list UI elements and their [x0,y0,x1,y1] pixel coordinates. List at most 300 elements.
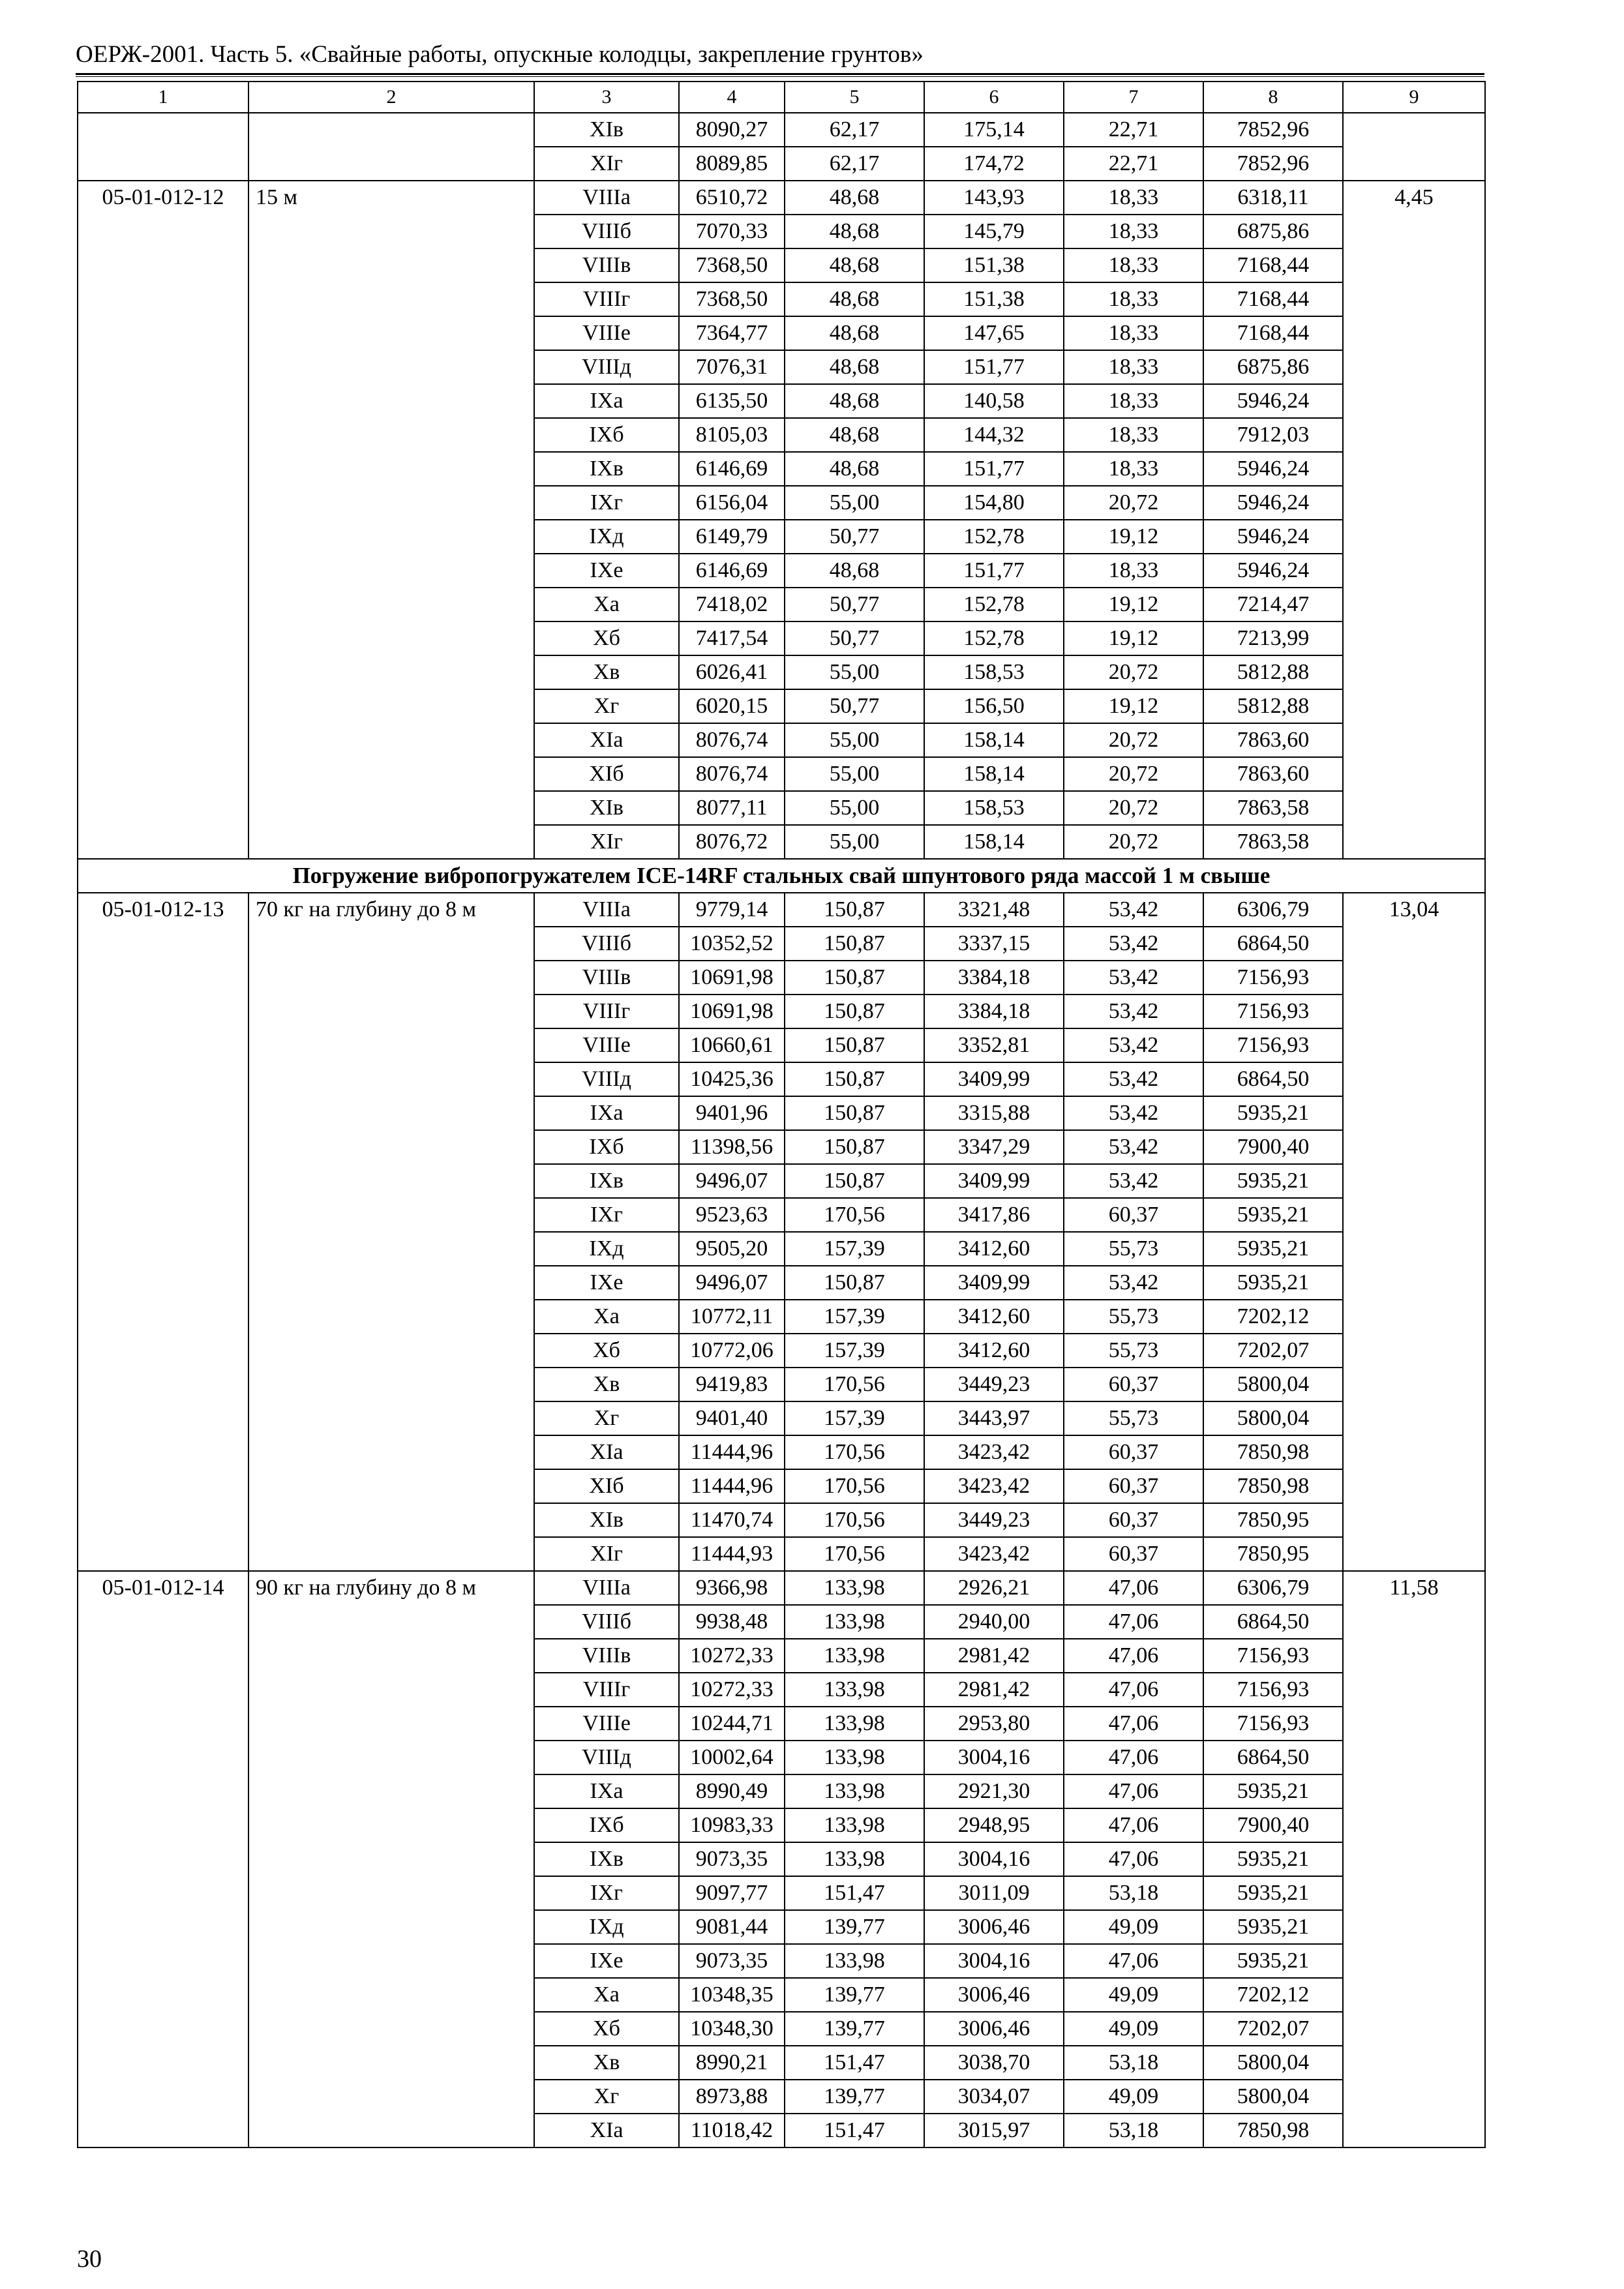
value-cell: 3443,97 [924,1401,1064,1435]
value-cell: 3347,29 [924,1130,1064,1164]
value-cell: 50,77 [785,588,924,621]
value-cell: 2940,00 [924,1605,1064,1639]
zone-cell: IXг [534,1198,679,1232]
value-cell: 170,56 [785,1368,924,1401]
column-number: 5 [785,82,924,113]
value-cell: 175,14 [924,113,1064,147]
value-cell: 158,14 [924,825,1064,859]
value-cell: 19,12 [1064,588,1203,621]
value-cell: 5800,04 [1203,2046,1343,2080]
value-cell: 18,33 [1064,452,1203,486]
value-cell: 3412,60 [924,1334,1064,1368]
value-cell: 47,06 [1064,1944,1203,1978]
value-cell: 7852,96 [1203,113,1343,147]
value-cell: 20,72 [1064,825,1203,859]
value-cell: 143,93 [924,181,1064,215]
value-cell: 158,14 [924,757,1064,791]
header-rule [76,76,1484,77]
value-cell: 22,71 [1064,113,1203,147]
value-cell: 152,78 [924,588,1064,621]
zone-cell: Xг [534,1401,679,1435]
value-cell: 6020,15 [679,689,785,723]
value-cell: 47,06 [1064,1639,1203,1673]
value-cell: 158,53 [924,655,1064,689]
value-cell: 7850,98 [1203,1435,1343,1469]
value-cell: 10272,33 [679,1673,785,1707]
value-cell: 18,33 [1064,282,1203,316]
section-row [78,859,1485,893]
value-cell: 152,78 [924,520,1064,554]
value-cell: 133,98 [785,1808,924,1842]
value-cell: 7214,47 [1203,588,1343,621]
value-cell: 170,56 [785,1435,924,1469]
value-cell: 7863,58 [1203,825,1343,859]
value-cell: 20,72 [1064,757,1203,791]
value-cell: 48,68 [785,316,924,350]
value-cell: 150,87 [785,1028,924,1062]
value-cell: 53,18 [1064,2046,1203,2080]
value-cell: 151,38 [924,248,1064,282]
value-cell: 7863,60 [1203,723,1343,757]
value-cell: 49,09 [1064,2012,1203,2046]
value-cell: 18,33 [1064,418,1203,452]
value-cell: 144,32 [924,418,1064,452]
zone-cell: IXе [534,554,679,588]
value-cell: 53,42 [1064,893,1203,927]
value-cell: 10983,33 [679,1808,785,1842]
value-cell: 7850,98 [1203,1469,1343,1503]
rate-code: 05-01-012-12 [78,181,248,859]
value-cell: 20,72 [1064,723,1203,757]
zone-cell: VIIIа [534,181,679,215]
value-cell: 7368,50 [679,248,785,282]
value-cell: 10002,64 [679,1741,785,1774]
value-cell: 62,17 [785,113,924,147]
value-cell: 158,14 [924,723,1064,757]
zone-cell: VIIIд [534,1062,679,1096]
value-cell: 9496,07 [679,1164,785,1198]
value-cell: 150,87 [785,995,924,1028]
value-cell: 151,47 [785,2046,924,2080]
value-cell: 53,18 [1064,2114,1203,2147]
value-cell: 8973,88 [679,2080,785,2114]
value-cell: 150,87 [785,1130,924,1164]
value-cell: 10348,30 [679,2012,785,2046]
table-row [78,893,1485,927]
value-cell: 2981,42 [924,1639,1064,1673]
value-cell: 150,87 [785,893,924,927]
value-cell: 60,37 [1064,1198,1203,1232]
value-cell: 7168,44 [1203,316,1343,350]
zone-cell: XIв [534,1503,679,1537]
column-number: 4 [679,82,785,113]
value-cell: 5935,21 [1203,1774,1343,1808]
value-cell: 9419,83 [679,1368,785,1401]
zone-cell: XIа [534,2114,679,2147]
value-cell: 5935,21 [1203,1944,1343,1978]
value-cell: 7850,95 [1203,1503,1343,1537]
value-cell: 47,06 [1064,1571,1203,1605]
rate-code: 05-01-012-13 [78,893,248,1571]
value-cell: 5935,21 [1203,1876,1343,1910]
rate-code [78,113,248,181]
value-cell: 53,18 [1064,1876,1203,1910]
column-number: 7 [1064,82,1203,113]
value-cell: 7156,93 [1203,1673,1343,1707]
zone-cell: XIа [534,1435,679,1469]
value-cell: 55,73 [1064,1232,1203,1266]
value-cell: 60,37 [1064,1537,1203,1571]
value-cell: 9081,44 [679,1910,785,1944]
value-cell: 10352,52 [679,927,785,961]
zone-cell: IXг [534,1876,679,1910]
rate-description: 15 м [248,181,534,859]
value-cell: 5800,04 [1203,2080,1343,2114]
value-cell: 9366,98 [679,1571,785,1605]
value-cell: 55,00 [785,825,924,859]
value-cell: 3409,99 [924,1062,1064,1096]
value-cell: 19,12 [1064,520,1203,554]
table-body [78,82,1485,2147]
value-cell: 19,12 [1064,621,1203,655]
value-cell: 3006,46 [924,2012,1064,2046]
value-cell: 20,72 [1064,791,1203,825]
value-cell: 47,06 [1064,1707,1203,1741]
value-cell: 133,98 [785,1639,924,1673]
value-cell: 7418,02 [679,588,785,621]
zone-cell: IXв [534,1164,679,1198]
zone-cell: IXв [534,1842,679,1876]
value-cell: 151,38 [924,282,1064,316]
value-cell: 3449,23 [924,1503,1064,1537]
value-cell: 22,71 [1064,147,1203,181]
value-cell: 20,72 [1064,655,1203,689]
zone-cell: IXг [534,486,679,520]
value-cell: 158,53 [924,791,1064,825]
zone-cell: VIIIе [534,1707,679,1741]
value-cell: 9505,20 [679,1232,785,1266]
value-cell: 8990,49 [679,1774,785,1808]
value-cell: 3412,60 [924,1232,1064,1266]
zone-cell: XIа [534,723,679,757]
zone-cell: IXб [534,418,679,452]
table-row [78,181,1485,215]
value-cell: 60,37 [1064,1368,1203,1401]
value-cell: 3409,99 [924,1164,1064,1198]
zone-cell: VIIIб [534,1605,679,1639]
zone-cell: IXе [534,1266,679,1300]
value-cell: 133,98 [785,1774,924,1808]
value-cell: 11398,56 [679,1130,785,1164]
zone-cell: XIг [534,1537,679,1571]
zone-cell: IXа [534,1096,679,1130]
value-cell: 18,33 [1064,248,1203,282]
value-cell: 9938,48 [679,1605,785,1639]
value-cell: 7202,12 [1203,1300,1343,1334]
value-cell: 11444,96 [679,1469,785,1503]
value-cell: 7156,93 [1203,995,1343,1028]
value-cell: 55,00 [785,791,924,825]
value-cell: 53,42 [1064,961,1203,995]
value-cell: 133,98 [785,1842,924,1876]
value-cell: 53,42 [1064,995,1203,1028]
value-cell: 6156,04 [679,486,785,520]
value-cell: 7368,50 [679,282,785,316]
value-cell: 55,73 [1064,1334,1203,1368]
value-cell: 151,77 [924,452,1064,486]
value-cell: 11470,74 [679,1503,785,1537]
value-cell: 7070,33 [679,215,785,248]
value-cell: 7156,93 [1203,1639,1343,1673]
value-cell: 2953,80 [924,1707,1064,1741]
value-cell: 5946,24 [1203,452,1343,486]
zone-cell: VIIIб [534,215,679,248]
value-cell: 5946,24 [1203,486,1343,520]
zone-cell: IXд [534,1910,679,1944]
value-cell: 2981,42 [924,1673,1064,1707]
value-cell: 3315,88 [924,1096,1064,1130]
value-cell: 48,68 [785,181,924,215]
value-cell: 48,68 [785,215,924,248]
zone-cell: XIб [534,757,679,791]
value-cell: 139,77 [785,1978,924,2012]
value-cell: 156,50 [924,689,1064,723]
value-cell: 6149,79 [679,520,785,554]
value-cell: 5935,21 [1203,1842,1343,1876]
value-cell: 7417,54 [679,621,785,655]
value-cell: 6864,50 [1203,1605,1343,1639]
value-cell: 60,37 [1064,1435,1203,1469]
value-cell: 47,06 [1064,1673,1203,1707]
value-cell: 7900,40 [1203,1130,1343,1164]
value-cell: 60,37 [1064,1469,1203,1503]
value-cell: 5935,21 [1203,1096,1343,1130]
table-row [78,113,1485,147]
value-cell: 11444,96 [679,1435,785,1469]
value-cell: 9496,07 [679,1266,785,1300]
zone-cell: VIIIг [534,282,679,316]
value-cell: 7863,60 [1203,757,1343,791]
value-cell: 10244,71 [679,1707,785,1741]
value-cell: 53,42 [1064,1164,1203,1198]
value-cell: 170,56 [785,1503,924,1537]
value-cell: 55,00 [785,486,924,520]
value-cell: 3412,60 [924,1300,1064,1334]
value-cell: 157,39 [785,1300,924,1334]
value-cell: 7156,93 [1203,961,1343,995]
value-cell: 139,77 [785,1910,924,1944]
value-cell: 49,09 [1064,2080,1203,2114]
rates-table [77,81,1486,2148]
value-cell: 151,77 [924,554,1064,588]
zone-cell: Xв [534,2046,679,2080]
value-cell: 48,68 [785,452,924,486]
value-cell: 9523,63 [679,1198,785,1232]
value-cell: 7168,44 [1203,282,1343,316]
value-cell: 6875,86 [1203,350,1343,384]
zone-cell: Xб [534,2012,679,2046]
value-cell: 5935,21 [1203,1198,1343,1232]
value-cell: 3352,81 [924,1028,1064,1062]
value-cell: 7912,03 [1203,418,1343,452]
value-cell: 7156,93 [1203,1707,1343,1741]
value-cell: 7850,98 [1203,2114,1343,2147]
value-cell: 10348,35 [679,1978,785,2012]
value-cell: 7168,44 [1203,248,1343,282]
value-cell: 6306,79 [1203,893,1343,927]
value-cell: 133,98 [785,1944,924,1978]
value-cell: 157,39 [785,1334,924,1368]
value-cell: 6026,41 [679,655,785,689]
rate-code: 05-01-012-14 [78,1571,248,2147]
column-number: 3 [534,82,679,113]
value-cell: 3034,07 [924,2080,1064,2114]
value-cell: 147,65 [924,316,1064,350]
value-cell: 6864,50 [1203,1062,1343,1096]
zone-cell: VIIIв [534,1639,679,1673]
value-cell: 6306,79 [1203,1571,1343,1605]
value-cell: 10425,36 [679,1062,785,1096]
value-cell: 133,98 [785,1673,924,1707]
value-cell: 62,17 [785,147,924,181]
value-cell: 5800,04 [1203,1401,1343,1435]
value-cell: 5935,21 [1203,1164,1343,1198]
zone-cell: Xв [534,655,679,689]
value-cell: 170,56 [785,1469,924,1503]
zone-cell: Xг [534,2080,679,2114]
zone-cell: VIIIб [534,927,679,961]
zone-cell: VIIIг [534,995,679,1028]
value-cell: 3038,70 [924,2046,1064,2080]
value-cell: 10772,06 [679,1334,785,1368]
value-cell: 53,42 [1064,1096,1203,1130]
value-cell: 48,68 [785,248,924,282]
zone-cell: IXа [534,384,679,418]
zone-cell: VIIIа [534,893,679,927]
zone-cell: IXд [534,1232,679,1266]
value-cell: 10660,61 [679,1028,785,1062]
value-cell: 7863,58 [1203,791,1343,825]
value-cell: 49,09 [1064,1978,1203,2012]
value-cell: 11444,93 [679,1537,785,1571]
value-cell: 6864,50 [1203,1741,1343,1774]
column-number: 2 [248,82,534,113]
value-cell: 139,77 [785,2012,924,2046]
value-cell: 150,87 [785,1164,924,1198]
value-cell: 133,98 [785,1707,924,1741]
zone-cell: VIIIд [534,1741,679,1774]
value-cell: 3384,18 [924,961,1064,995]
zone-cell: VIIIе [534,316,679,350]
value-cell: 133,98 [785,1571,924,1605]
value-cell: 50,77 [785,689,924,723]
value-cell: 5935,21 [1203,1232,1343,1266]
value-cell: 9401,96 [679,1096,785,1130]
value-cell: 53,42 [1064,1062,1203,1096]
value-cell: 10691,98 [679,995,785,1028]
value-cell: 49,09 [1064,1910,1203,1944]
column-number: 9 [1343,82,1485,113]
value-cell: 5800,04 [1203,1368,1343,1401]
value-cell: 157,39 [785,1401,924,1435]
value-cell: 53,42 [1064,1266,1203,1300]
labor-cost-cell [1343,113,1485,181]
zone-cell: IXе [534,1944,679,1978]
value-cell: 170,56 [785,1198,924,1232]
value-cell: 150,87 [785,961,924,995]
value-cell: 151,47 [785,2114,924,2147]
value-cell: 5946,24 [1203,554,1343,588]
zone-cell: VIIIд [534,350,679,384]
value-cell: 9097,77 [679,1876,785,1910]
value-cell: 3337,15 [924,927,1064,961]
value-cell: 18,33 [1064,215,1203,248]
value-cell: 3015,97 [924,2114,1064,2147]
value-cell: 3423,42 [924,1435,1064,1469]
value-cell: 6146,69 [679,554,785,588]
column-number: 1 [78,82,248,113]
value-cell: 48,68 [785,554,924,588]
value-cell: 170,56 [785,1537,924,1571]
value-cell: 7900,40 [1203,1808,1343,1842]
value-cell: 11018,42 [679,2114,785,2147]
value-cell: 3006,46 [924,1978,1064,2012]
value-cell: 10691,98 [679,961,785,995]
column-numbers-row [78,82,1485,113]
rate-description [248,113,534,181]
zone-cell: XIв [534,791,679,825]
value-cell: 150,87 [785,927,924,961]
value-cell: 60,37 [1064,1503,1203,1537]
value-cell: 3409,99 [924,1266,1064,1300]
value-cell: 174,72 [924,147,1064,181]
value-cell: 55,00 [785,757,924,791]
value-cell: 53,42 [1064,1028,1203,1062]
value-cell: 152,78 [924,621,1064,655]
value-cell: 8076,72 [679,825,785,859]
zone-cell: IXб [534,1130,679,1164]
value-cell: 5935,21 [1203,1910,1343,1944]
section-heading: Погружение вибропогружателем ICE-14RF стальных свай шпунтового ряда массой 1 м свыше [78,859,1485,893]
value-cell: 48,68 [785,350,924,384]
value-cell: 6864,50 [1203,927,1343,961]
value-cell: 7364,77 [679,316,785,350]
labor-cost-cell: 4,45 [1343,181,1485,859]
value-cell: 9073,35 [679,1842,785,1876]
zone-cell: IXд [534,520,679,554]
value-cell: 3417,86 [924,1198,1064,1232]
value-cell: 7852,96 [1203,147,1343,181]
column-number: 6 [924,82,1064,113]
value-cell: 145,79 [924,215,1064,248]
labor-cost-cell: 11,58 [1343,1571,1485,2147]
value-cell: 7202,07 [1203,1334,1343,1368]
zone-cell: VIIIв [534,248,679,282]
value-cell: 50,77 [785,520,924,554]
value-cell: 157,39 [785,1232,924,1266]
value-cell: 5946,24 [1203,384,1343,418]
zone-cell: IXб [534,1808,679,1842]
value-cell: 55,73 [1064,1401,1203,1435]
value-cell: 133,98 [785,1605,924,1639]
value-cell: 2921,30 [924,1774,1064,1808]
labor-cost-cell: 13,04 [1343,893,1485,1571]
value-cell: 6318,11 [1203,181,1343,215]
value-cell: 55,00 [785,655,924,689]
value-cell: 9401,40 [679,1401,785,1435]
value-cell: 3449,23 [924,1368,1064,1401]
value-cell: 8077,11 [679,791,785,825]
